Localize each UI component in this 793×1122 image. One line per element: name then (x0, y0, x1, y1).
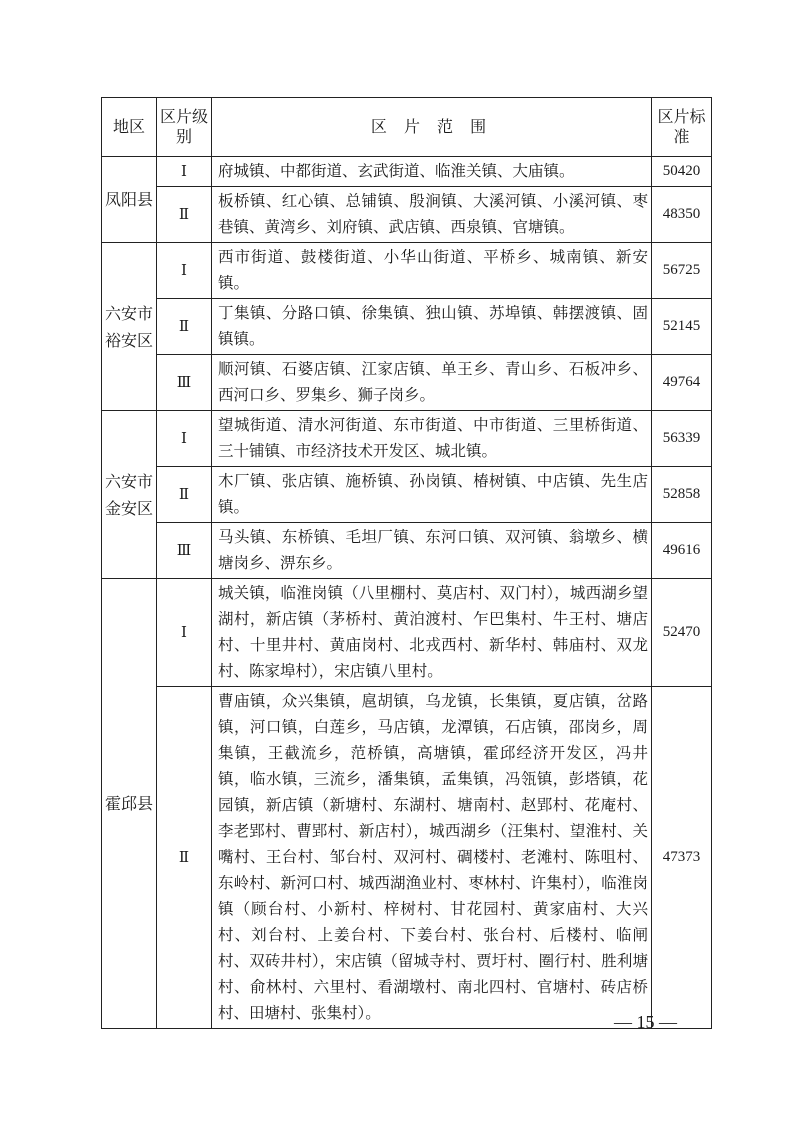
table-row (102, 355, 712, 411)
table-header-row (102, 98, 712, 157)
standard-cell: 49616 (652, 523, 712, 579)
standard-cell: 56725 (652, 243, 712, 299)
level-cell: Ⅱ (157, 187, 212, 243)
standard-cell: 48350 (652, 187, 712, 243)
level-cell: Ⅰ (157, 157, 212, 187)
standard-cell: 52145 (652, 299, 712, 355)
standard-cell: 52470 (652, 579, 712, 687)
page-number: — 15 — (614, 1012, 677, 1032)
header-level: 区片级别 (157, 98, 212, 157)
area-cell: 霍邱县 (102, 579, 157, 1029)
table-row (102, 299, 712, 355)
scope-cell: 西市街道、鼓楼街道、小华山街道、平桥乡、城南镇、新安镇。 (212, 243, 652, 299)
area-cell: 凤阳县 (102, 157, 157, 243)
table-row (102, 411, 712, 467)
header-standard: 区片标准 (652, 98, 712, 157)
standard-cell: 56339 (652, 411, 712, 467)
scope-cell: 城关镇，临淮岗镇（八里棚村、莫店村、双门村），城西湖乡望湖村，新店镇（茅桥村、黄泊渡村、乍巴集村、牛王村、塘店村、十里井村、黄庙岗村、北戎西村、新华村、韩庙村、双龙村、陈家埠村），宋店镇八里村。 (212, 579, 652, 687)
table-row (102, 467, 712, 523)
table-row (102, 579, 712, 687)
level-cell: Ⅱ (157, 467, 212, 523)
level-cell: Ⅰ (157, 579, 212, 687)
standard-cell: 50420 (652, 157, 712, 187)
level-cell: Ⅲ (157, 355, 212, 411)
level-cell: Ⅰ (157, 411, 212, 467)
scope-cell: 曹庙镇，众兴集镇，扈胡镇，乌龙镇，长集镇，夏店镇，岔路镇，河口镇，白莲乡，马店镇，龙潭镇，石店镇，邵岗乡，周集镇，王截流乡，范桥镇，高塘镇，霍邱经济开发区，冯井镇，临水镇，三流乡，潘集镇，孟集镇，冯瓴镇，彭塔镇，花园镇，新店镇（新塘村、东湖村、塘南村、赵郢村、花庵村、李老郢村、曹郢村、新店村），城西湖乡（汪集村、望淮村、关嘴村、王台村、邹台村、双河村、碉楼村、老滩村、陈咀村、东岭村、新河口村、城西湖渔业村、枣林村、许集村），临淮岗镇（顾台村、小新村、梓树村、甘花园村、黄家庙村、大兴村、刘台村、上姜台村、下姜台村、张台村、后楼村、临闸村、双砖井村），宋店镇（留城寺村、贾圩村、圈行村、胜利塘村、俞林村、六里村、看湖墩村、南北四村、官塘村、砖店桥村、田塘村、张集村）。 (212, 687, 652, 1029)
table-row (102, 243, 712, 299)
header-scope: 区 片 范 围 (212, 98, 652, 157)
scope-cell: 马头镇、东桥镇、毛坦厂镇、东河口镇、双河镇、翁墩乡、横塘岗乡、淠东乡。 (212, 523, 652, 579)
area-cell: 六安市裕安区 (102, 243, 157, 411)
scope-cell: 府城镇、中都街道、玄武街道、临淮关镇、大庙镇。 (212, 157, 652, 187)
table-row (102, 687, 712, 1029)
header-area: 地区 (102, 98, 157, 157)
scope-cell: 板桥镇、红心镇、总铺镇、殷涧镇、大溪河镇、小溪河镇、枣巷镇、黄湾乡、刘府镇、武店镇、西泉镇、官塘镇。 (212, 187, 652, 243)
land-compensation-table (101, 97, 712, 1029)
scope-cell: 丁集镇、分路口镇、徐集镇、独山镇、苏埠镇、韩摆渡镇、固镇镇。 (212, 299, 652, 355)
level-cell: Ⅰ (157, 243, 212, 299)
level-cell: Ⅱ (157, 687, 212, 1029)
scope-cell: 顺河镇、石婆店镇、江家店镇、单王乡、青山乡、石板冲乡、西河口乡、罗集乡、狮子岗乡。 (212, 355, 652, 411)
standard-cell: 52858 (652, 467, 712, 523)
standard-cell: 49764 (652, 355, 712, 411)
scope-cell: 望城街道、清水河街道、东市街道、中市街道、三里桥街道、三十铺镇、市经济技术开发区、城北镇。 (212, 411, 652, 467)
level-cell: Ⅱ (157, 299, 212, 355)
table-row (102, 523, 712, 579)
area-cell: 六安市金安区 (102, 411, 157, 579)
level-cell: Ⅲ (157, 523, 212, 579)
scope-cell: 木厂镇、张店镇、施桥镇、孙岗镇、椿树镇、中店镇、先生店镇。 (212, 467, 652, 523)
table-row (102, 187, 712, 243)
table-row (102, 157, 712, 187)
standard-cell: 47373 (652, 687, 712, 1029)
